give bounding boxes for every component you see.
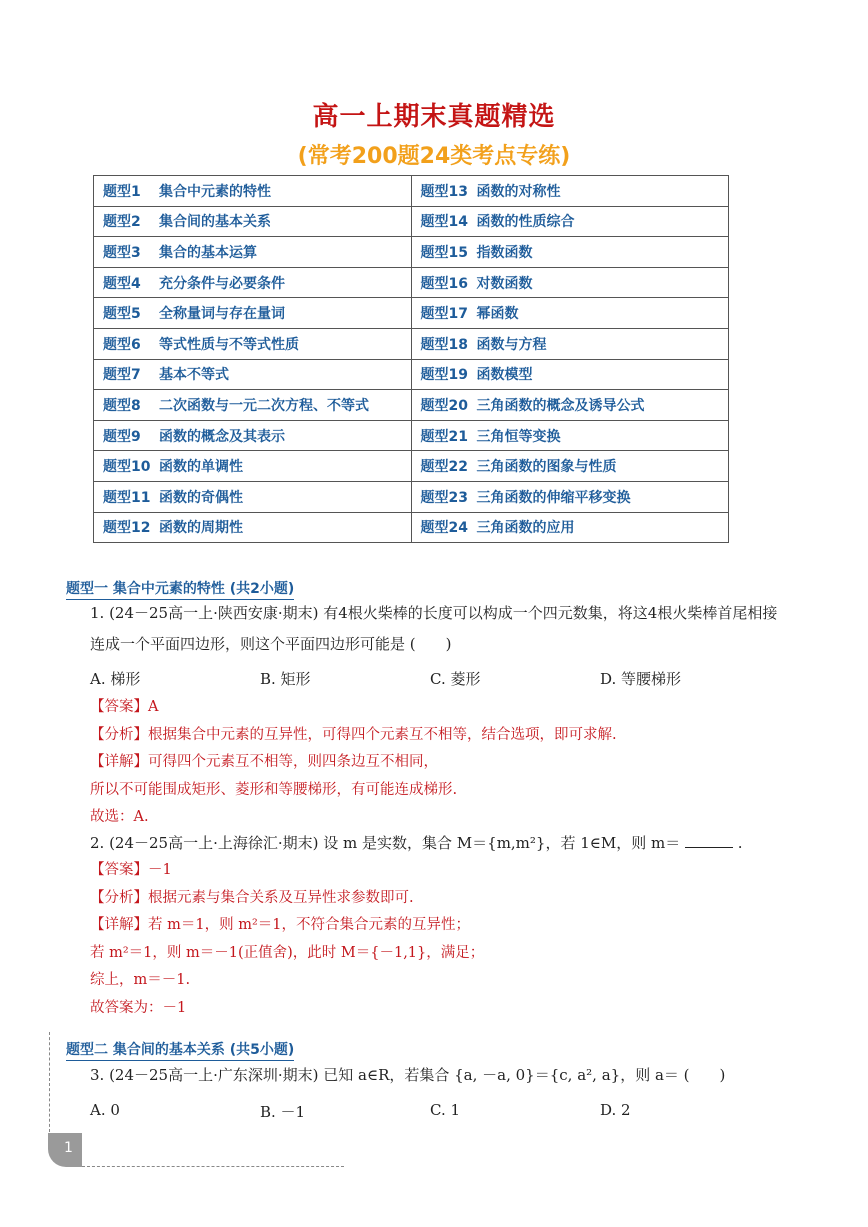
topic-cell-left (94, 359, 412, 390)
detail-text-3: 故选：A. (90, 809, 149, 825)
topic-cell-right (411, 176, 729, 207)
detail-text-3: 综上，m＝－1. (90, 972, 191, 988)
topic-cell-right (411, 512, 729, 543)
topic-cell-right (411, 237, 729, 268)
topic-row (94, 267, 729, 298)
topic-number: 题型12 (103, 520, 151, 537)
margin-dashed-line (49, 1032, 50, 1132)
topic-number: 题型17 (420, 306, 468, 323)
topic-label: 三角函数的伸缩平移变换 (476, 489, 631, 506)
topic-cell-right (411, 328, 729, 359)
topic-row (94, 328, 729, 359)
section-heading-1: 题型一 集合中元素的特性 (共2小题) (66, 578, 294, 600)
topic-cell-right (411, 206, 729, 237)
option-d: D. 2 (600, 1101, 631, 1119)
topic-number: 题型6 (103, 336, 141, 353)
question-3 (90, 1060, 810, 1091)
topic-cell-left (94, 328, 412, 359)
topic-cell-right (411, 390, 729, 421)
analysis-text: 【分析】根据元素与集合关系及互异性求参数即可. (90, 889, 414, 906)
topic-label: 函数的性质综合 (476, 214, 575, 231)
option-b: B. 矩形 (260, 670, 311, 688)
topic-number: 题型4 (103, 275, 141, 292)
question-2 (90, 828, 810, 859)
question-2-stem-end: . (737, 834, 743, 852)
topic-label: 基本不等式 (159, 367, 229, 384)
topic-label: 函数的对称性 (476, 183, 561, 200)
topic-cell-left (94, 206, 412, 237)
question-3-line-1: 3. (24－25高一上·广东深圳·期末) 已知 a∈R，若集合 {a, －a, 0}＝{c, a², a}，则 a＝ ( ) (90, 1066, 726, 1084)
topic-cell-right (411, 359, 729, 390)
topic-number: 题型9 (103, 428, 141, 445)
topic-number: 题型19 (420, 367, 468, 384)
topic-label: 三角恒等变换 (476, 428, 561, 445)
option-d: D. 等腰梯形 (600, 670, 682, 688)
topic-number: 题型15 (420, 244, 468, 261)
topic-row (94, 176, 729, 207)
question-1-line-1: 1. (24－25高一上·陕西安康·期末) 有4根火柴棒的长度可以构成一个四元数集，将这4根火柴棒首尾相接 (90, 604, 778, 622)
topic-label: 幂函数 (476, 306, 519, 323)
topic-label: 指数函数 (476, 244, 533, 261)
question-1-line-2: 连成一个平面四边形，则这个平面四边形可能是 ( ) (90, 635, 452, 653)
topic-number: 题型16 (420, 275, 468, 292)
detail-text-1: 【详解】可得四个元素互不相等，则四条边互不相同， (90, 754, 438, 770)
topic-row (94, 359, 729, 390)
topic-row (94, 512, 729, 543)
detail-text-2: 若 m²＝1，则 m＝－1(正值舍)，此时 M＝{－1,1}，满足； (90, 944, 485, 961)
topic-number: 题型1 (103, 183, 141, 200)
topic-label: 全称量词与存在量词 (159, 306, 285, 323)
topic-label: 函数的周期性 (159, 520, 243, 537)
section-heading-2: 题型二 集合间的基本关系 (共5小题) (66, 1039, 294, 1061)
topic-cell-left (94, 481, 412, 512)
footer-dashed-line (82, 1166, 344, 1167)
topic-number: 题型10 (103, 459, 151, 476)
option-c: C. 1 (430, 1101, 461, 1119)
option-a: A. 梯形 (90, 670, 141, 688)
topic-label: 三角函数的图象与性质 (476, 459, 617, 476)
topic-cell-left (94, 512, 412, 543)
topic-label: 对数函数 (476, 275, 533, 292)
topic-label: 二次函数与一元二次方程、不等式 (159, 397, 369, 414)
topic-number: 题型3 (103, 244, 141, 261)
topic-number: 题型7 (103, 367, 141, 384)
topic-cell-right (411, 420, 729, 451)
topic-label: 充分条件与必要条件 (159, 275, 285, 292)
topic-label: 函数模型 (476, 367, 533, 384)
topic-number: 题型13 (420, 183, 468, 200)
topic-row (94, 451, 729, 482)
option-a: A. 0 (90, 1101, 120, 1119)
topic-number: 题型23 (420, 489, 468, 506)
topic-number: 题型14 (420, 214, 468, 231)
answer-text: 【答案】－1 (90, 862, 172, 878)
topic-cell-right (411, 481, 729, 512)
detail-text-1: 【详解】若 m＝1，则 m²＝1，不符合集合元素的互异性； (90, 917, 470, 933)
page-number: 1 (64, 1140, 73, 1156)
topic-label: 函数与方程 (476, 336, 547, 353)
topic-number: 题型5 (103, 306, 141, 323)
question-2-solution (90, 857, 810, 1022)
topic-number: 题型22 (420, 459, 468, 476)
topic-cell-left (94, 451, 412, 482)
page-number-tab (48, 1133, 82, 1167)
detail-text-4: 故答案为：－1 (90, 999, 187, 1016)
topic-cell-right (411, 267, 729, 298)
topic-number: 题型20 (420, 397, 468, 414)
question-1 (90, 598, 810, 660)
topic-label: 三角函数的应用 (476, 520, 575, 537)
topic-row (94, 298, 729, 329)
detail-text-2: 所以不可能围成矩形、菱形和等腰梯形，有可能连成梯形. (90, 781, 458, 798)
topic-number: 题型21 (420, 428, 468, 445)
question-3-options (90, 1101, 810, 1123)
topic-label: 函数的单调性 (159, 459, 243, 476)
topic-cell-right (411, 298, 729, 329)
topic-label: 三角函数的概念及诱导公式 (476, 397, 645, 414)
topic-table (93, 175, 729, 543)
topic-cell-right (411, 451, 729, 482)
topic-cell-left (94, 420, 412, 451)
option-b: B. －1 (260, 1103, 306, 1121)
page-title: 高一上期末真题精选 (312, 102, 556, 132)
question-1-options (90, 668, 810, 690)
topic-row (94, 481, 729, 512)
question-2-stem: 2. (24－25高一上·上海徐汇·期末) 设 m 是实数，集合 M＝{m,m²}，若 1∈M，则 m＝ (90, 834, 681, 852)
page-subtitle: (常考200题24类考点专练) (297, 144, 571, 169)
topic-number: 题型18 (420, 336, 468, 353)
analysis-text: 【分析】根据集合中元素的互异性，可得四个元素互不相等，结合选项，即可求解. (90, 726, 617, 743)
topic-row (94, 420, 729, 451)
topic-label: 函数的概念及其表示 (159, 428, 285, 445)
topic-label: 等式性质与不等式性质 (159, 336, 299, 353)
topic-row (94, 390, 729, 421)
question-1-solution (90, 694, 810, 832)
topic-label: 集合的基本运算 (159, 244, 257, 261)
topic-cell-left (94, 176, 412, 207)
topic-label: 函数的奇偶性 (159, 489, 243, 506)
topic-cell-left (94, 390, 412, 421)
topic-row (94, 206, 729, 237)
topic-number: 题型8 (103, 397, 141, 414)
answer-blank (685, 833, 733, 848)
topic-number: 题型24 (420, 520, 468, 537)
topic-number: 题型11 (103, 489, 151, 506)
answer-text: 【答案】A (90, 699, 159, 715)
topic-label: 集合中元素的特性 (159, 183, 271, 200)
topic-label: 集合间的基本关系 (159, 214, 271, 231)
topic-cell-left (94, 237, 412, 268)
topic-cell-left (94, 298, 412, 329)
topic-cell-left (94, 267, 412, 298)
topic-row (94, 237, 729, 268)
option-c: C. 菱形 (430, 670, 481, 688)
topic-number: 题型2 (103, 214, 141, 231)
